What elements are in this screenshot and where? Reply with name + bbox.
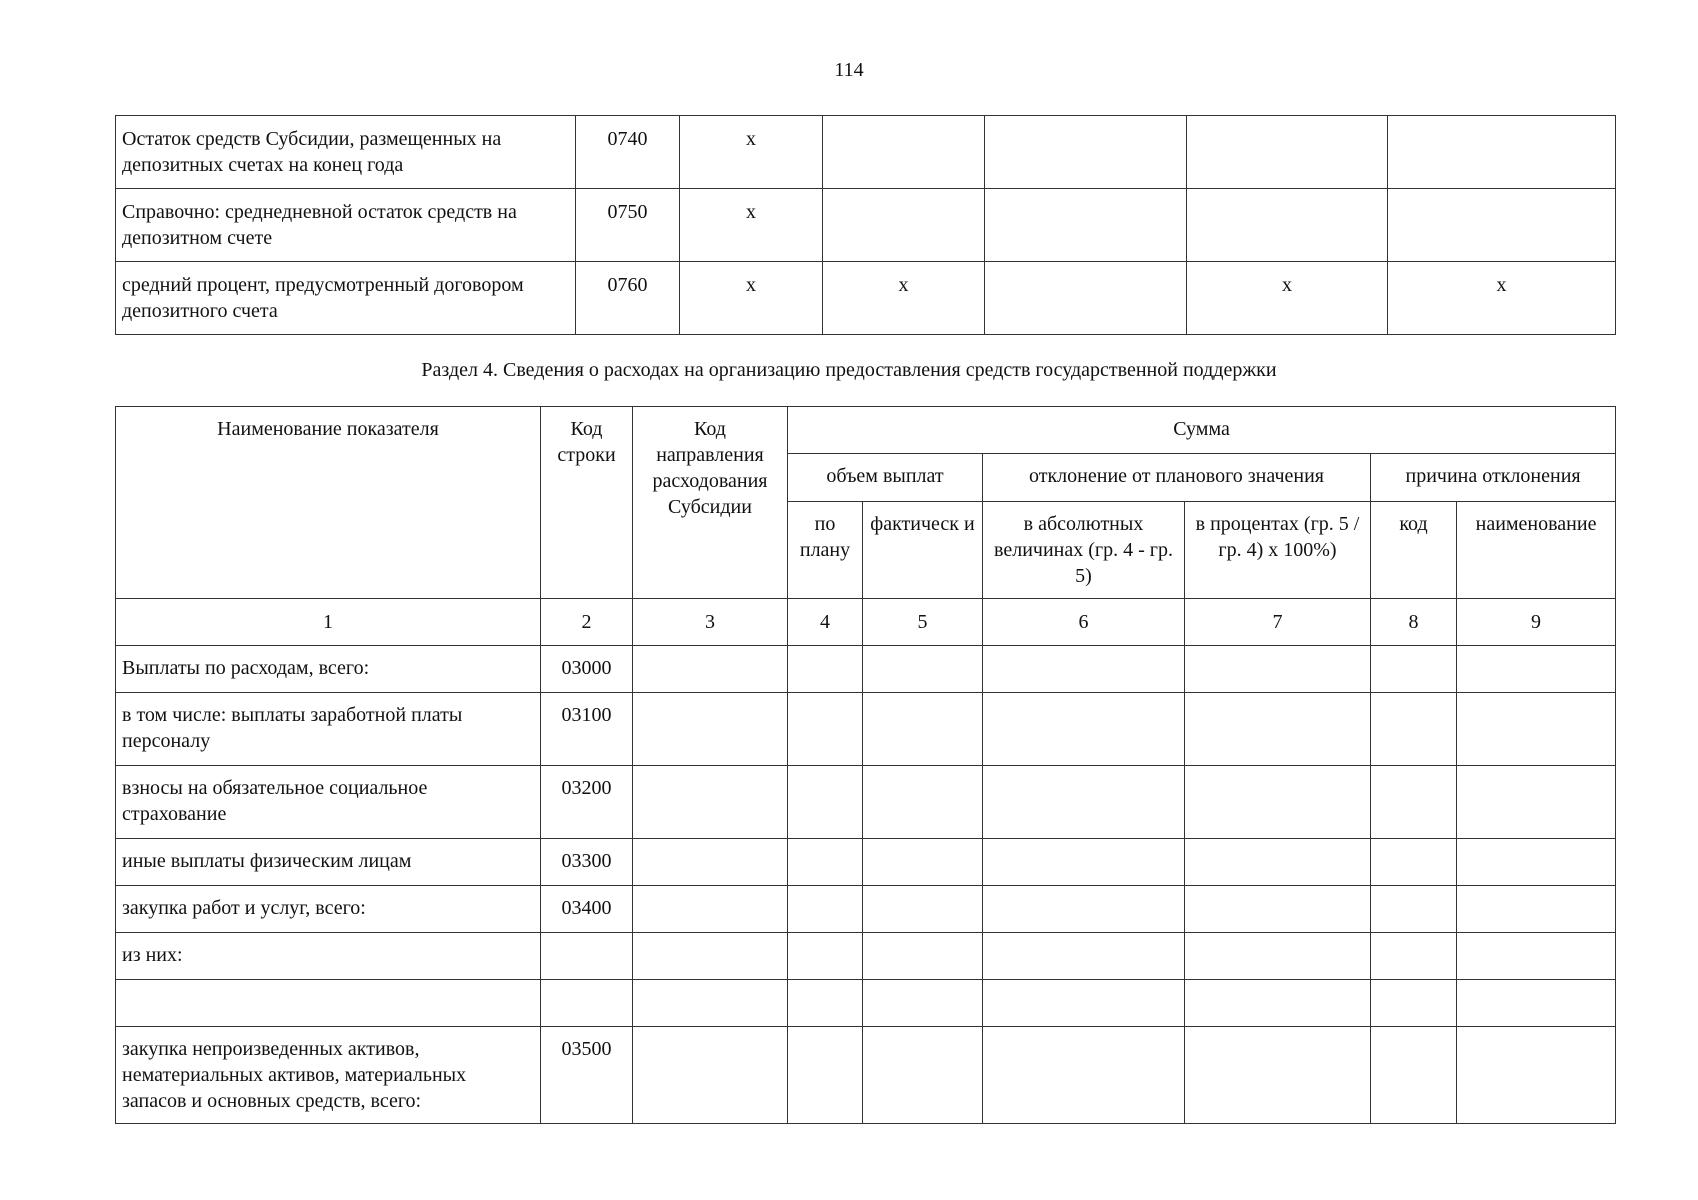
table-row: [116, 839, 1616, 886]
table-cell: [633, 766, 788, 839]
header-reason-name: наименование: [1457, 502, 1616, 599]
header-name: Наименование показателя: [116, 407, 541, 599]
column-number: 6: [983, 599, 1185, 646]
row-code: 03300: [541, 839, 633, 886]
table-cell: [863, 646, 983, 693]
row-name: средний процент, предусмотренный договором депозитного счета: [116, 262, 576, 335]
row-name: закупка непроизведенных активов, нематериальных активов, материальных запасов и основных средств, всего:: [116, 1027, 541, 1124]
table-cell: [863, 839, 983, 886]
table-cell: [1185, 839, 1371, 886]
row-code: [541, 933, 633, 980]
table-cell: [983, 1027, 1185, 1124]
table-cell: [1457, 980, 1616, 1027]
table-cell: [1371, 839, 1457, 886]
column-numbers-row: [116, 599, 1616, 646]
row-code: 0740: [576, 116, 680, 189]
row-code: 0760: [576, 262, 680, 335]
table-cell: [983, 980, 1185, 1027]
row-code: 0750: [576, 189, 680, 262]
table-row: [116, 693, 1616, 766]
table-cell: [788, 646, 863, 693]
column-number: 8: [1371, 599, 1457, 646]
header-payments: объем выплат: [788, 454, 983, 502]
table-cell: [1457, 886, 1616, 933]
table-cell: [1388, 189, 1616, 262]
table-cell: [983, 933, 1185, 980]
table-row: [116, 766, 1616, 839]
table-cell: [633, 1027, 788, 1124]
header-plan: по плану: [788, 502, 863, 599]
table-cell: [1185, 886, 1371, 933]
table-cell: [863, 693, 983, 766]
row-name: иные выплаты физическим лицам: [116, 839, 541, 886]
table-cell: x: [1388, 262, 1616, 335]
column-number: 2: [541, 599, 633, 646]
table-cell: [788, 886, 863, 933]
table-cell: [633, 646, 788, 693]
column-number: 1: [116, 599, 541, 646]
header-percent: в процентах (гр. 5 / гр. 4) x 100%): [1185, 502, 1371, 599]
table-cell: [1457, 693, 1616, 766]
table-row: [116, 1027, 1616, 1124]
table-cell: [1457, 839, 1616, 886]
header-reason: причина отклонения: [1371, 454, 1616, 502]
expenses-table: [115, 406, 1616, 1124]
table-cell: [1185, 766, 1371, 839]
table-cell: [1185, 933, 1371, 980]
row-code: 03200: [541, 766, 633, 839]
table-row: [116, 116, 1616, 189]
table-cell: [788, 933, 863, 980]
row-code: [541, 980, 633, 1027]
table-cell: [1371, 886, 1457, 933]
row-code: 03500: [541, 1027, 633, 1124]
table-cell: [633, 886, 788, 933]
table-cell: [788, 980, 863, 1027]
table-cell: [1371, 646, 1457, 693]
row-name: Выплаты по расходам, всего:: [116, 646, 541, 693]
table-cell: [823, 116, 985, 189]
table-cell: [823, 189, 985, 262]
table-cell: [983, 839, 1185, 886]
table-cell: [1187, 116, 1388, 189]
row-name: взносы на обязательное социальное страхование: [116, 766, 541, 839]
table-cell: [863, 1027, 983, 1124]
table-cell: [788, 766, 863, 839]
table-cell: [1185, 980, 1371, 1027]
table-cell: [983, 693, 1185, 766]
table-cell: [1371, 693, 1457, 766]
table-cell: [633, 980, 788, 1027]
table-cell: [1187, 189, 1388, 262]
table-cell: [983, 886, 1185, 933]
table-row: [116, 886, 1616, 933]
column-number: 5: [863, 599, 983, 646]
table-cell: [863, 766, 983, 839]
section-title: Раздел 4. Сведения о расходах на организацию предоставления средств государственной поддержки: [421, 359, 1277, 381]
table-row: [116, 980, 1616, 1027]
table-cell: x: [1187, 262, 1388, 335]
table-cell: [863, 980, 983, 1027]
table-row: [116, 189, 1616, 262]
header-absolute: в абсолютных величинах (гр. 4 - гр. 5): [983, 502, 1185, 599]
header-direction-code: Код направления расходования Субсидии: [633, 407, 788, 599]
table-cell: [788, 1027, 863, 1124]
table-row: [116, 646, 1616, 693]
table-cell: [633, 839, 788, 886]
header-sum: Сумма: [788, 407, 1616, 454]
table-cell: [985, 116, 1187, 189]
deposit-balance-table: [115, 115, 1616, 335]
row-code: 03400: [541, 886, 633, 933]
table-cell: [1371, 1027, 1457, 1124]
table-cell: [1457, 933, 1616, 980]
row-name: Справочно: среднедневной остаток средств на депозитном счете: [116, 189, 576, 262]
page-number: 114: [834, 59, 864, 81]
row-name: закупка работ и услуг, всего:: [116, 886, 541, 933]
table-cell: [1371, 980, 1457, 1027]
row-name: в том числе: выплаты заработной платы персоналу: [116, 693, 541, 766]
table-cell: [983, 766, 1185, 839]
table-cell: [1388, 116, 1616, 189]
row-code: 03100: [541, 693, 633, 766]
column-number: 3: [633, 599, 788, 646]
table-cell: x: [680, 189, 823, 262]
table-cell: [788, 693, 863, 766]
table-cell: [1185, 646, 1371, 693]
header-reason-code: код: [1371, 502, 1457, 599]
table-cell: [1371, 766, 1457, 839]
table-cell: [1457, 1027, 1616, 1124]
table-cell: [633, 693, 788, 766]
table-cell: [788, 839, 863, 886]
column-number: 7: [1185, 599, 1371, 646]
row-code: 03000: [541, 646, 633, 693]
column-number: 4: [788, 599, 863, 646]
table-cell: [1457, 646, 1616, 693]
header-row: [116, 407, 1616, 454]
table-cell: [1185, 693, 1371, 766]
header-deviation: отклонение от планового значения: [983, 454, 1371, 502]
table-row: [116, 262, 1616, 335]
table-cell: [983, 646, 1185, 693]
row-name: [116, 980, 541, 1027]
row-name: из них:: [116, 933, 541, 980]
table-row: [116, 933, 1616, 980]
header-actual: фактическ и: [863, 502, 983, 599]
table-cell: [1371, 933, 1457, 980]
row-name: Остаток средств Субсидии, размещенных на депозитных счетах на конец года: [116, 116, 576, 189]
table-cell: [985, 189, 1187, 262]
table-cell: [863, 933, 983, 980]
table-cell: [1457, 766, 1616, 839]
table-cell: [985, 262, 1187, 335]
table-cell: x: [823, 262, 985, 335]
column-number: 9: [1457, 599, 1616, 646]
table-cell: x: [680, 262, 823, 335]
table-cell: x: [680, 116, 823, 189]
table-cell: [1185, 1027, 1371, 1124]
table-cell: [633, 933, 788, 980]
header-row-code: Код строки: [541, 407, 633, 599]
table-cell: [863, 886, 983, 933]
